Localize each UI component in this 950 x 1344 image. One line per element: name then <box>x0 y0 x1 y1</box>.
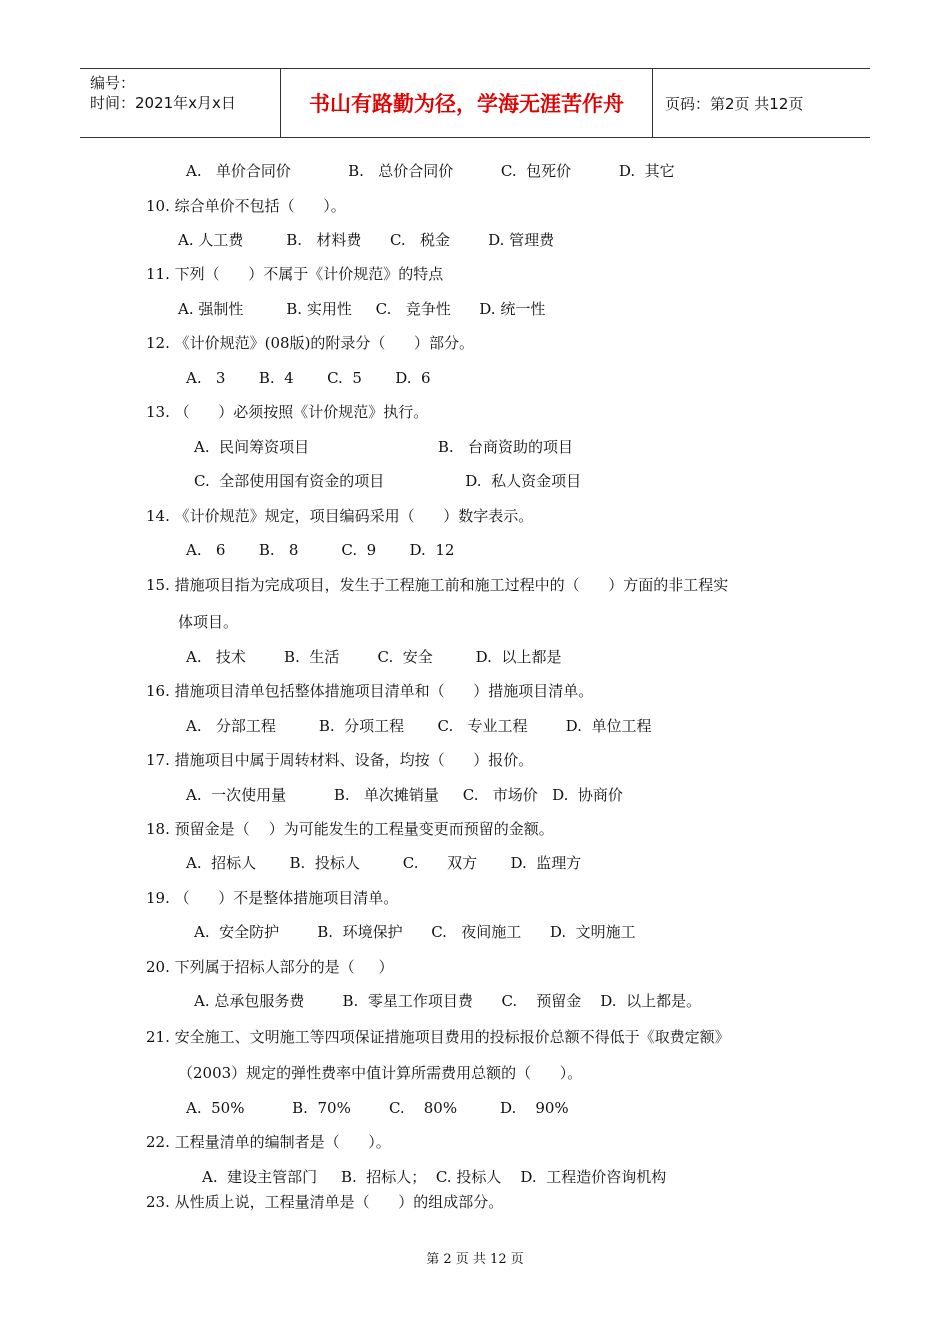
q15-question-cont: 体项目。 <box>178 613 239 631</box>
page-header <box>80 68 870 138</box>
q11-question: 11. 下列（ ）不属于《计价规范》的特点 <box>146 265 444 283</box>
q21-question: 21. 安全施工、文明施工等四项保证措施项目费用的投标报价总额不得低于《取费定额》 <box>146 1028 730 1046</box>
q13-question: 13. （ ）必须按照《计价规范》执行。 <box>146 403 429 421</box>
q22-options: A. 建设主管部门 B. 招标人； C. 投标人 D. 工程造价咨询机构 <box>202 1168 667 1186</box>
q15-options: A. 技术 B. 生活 C. 安全 D. 以上都是 <box>186 648 562 666</box>
q15-question: 15. 措施项目指为完成项目，发生于工程施工前和施工过程中的（ ）方面的非工程实 <box>146 576 729 594</box>
q13-options-row1: A. 民间筹资项目 B. 台商资助的项目 <box>194 438 573 456</box>
q12-question: 12. 《计价规范》(08版)的附录分（ ）部分。 <box>146 334 475 352</box>
q16-options: A. 分部工程 B. 分项工程 C. 专业工程 D. 单位工程 <box>186 717 652 735</box>
q21-question-cont: （2003）规定的弹性费率中值计算所需费用总额的（ ）。 <box>178 1064 583 1082</box>
code-label: 编号： <box>90 74 136 92</box>
q18-options: A. 招标人 B. 投标人 C. 双方 D. 监理方 <box>186 854 582 872</box>
header-left-cell <box>80 69 281 137</box>
q20-options: A. 总承包服务费 B. 零星工作项目费 C. 预留金 D. 以上都是。 <box>194 992 702 1010</box>
q10-options: A. 人工费 B. 材料费 C. 税金 D. 管理费 <box>178 231 555 249</box>
q22-question: 22. 工程量清单的编制者是（ ）。 <box>146 1133 391 1151</box>
q11-options: A. 强制性 B. 实用性 C. 竞争性 D. 统一性 <box>178 300 546 318</box>
q14-options: A. 6 B. 8 C. 9 D. 12 <box>186 541 455 559</box>
q18-question: 18. 预留金是（ ）为可能发生的工程量变更而预留的金额。 <box>146 820 554 838</box>
q13-options-row2: C. 全部使用国有资金的项目 D. 私人资金项目 <box>194 472 582 490</box>
q20-question: 20. 下列属于招标人部分的是（ ） <box>146 958 394 976</box>
time-label: 时间：2021年x月x日 <box>90 94 236 112</box>
header-page-label: 页码：第2页 共12页 <box>665 94 804 113</box>
q17-options: A. 一次使用量 B. 单次摊销量 C. 市场价 D. 协商价 <box>186 786 623 804</box>
q12-options: A. 3 B. 4 C. 5 D. 6 <box>186 369 431 387</box>
q17-question: 17. 措施项目中属于周转材料、设备，均按（ ）报价。 <box>146 751 534 769</box>
q21-options: A. 50% B. 70% C. 80% D. 90% <box>186 1099 569 1117</box>
q16-question: 16. 措施项目清单包括整体措施项目清单和（ ）措施项目清单。 <box>146 682 594 700</box>
q19-options: A. 安全防护 B. 环境保护 C. 夜间施工 D. 文明施工 <box>194 923 636 941</box>
q14-question: 14. 《计价规范》规定，项目编码采用（ ）数字表示。 <box>146 507 534 525</box>
q23-question: 23. 从性质上说，工程量清单是（ ）的组成部分。 <box>146 1193 504 1211</box>
q9-options: A. 单价合同价 B. 总价合同价 C. 包死价 D. 其它 <box>186 162 675 180</box>
page-footer: 第 2 页 共 12 页 <box>426 1252 524 1267</box>
header-motto: 书山有路勤为径，学海无涯苦作舟 <box>281 69 653 137</box>
q19-question: 19. （ ）不是整体措施项目清单。 <box>146 889 399 907</box>
q10-question: 10. 综合单价不包括（ ）。 <box>146 197 346 215</box>
